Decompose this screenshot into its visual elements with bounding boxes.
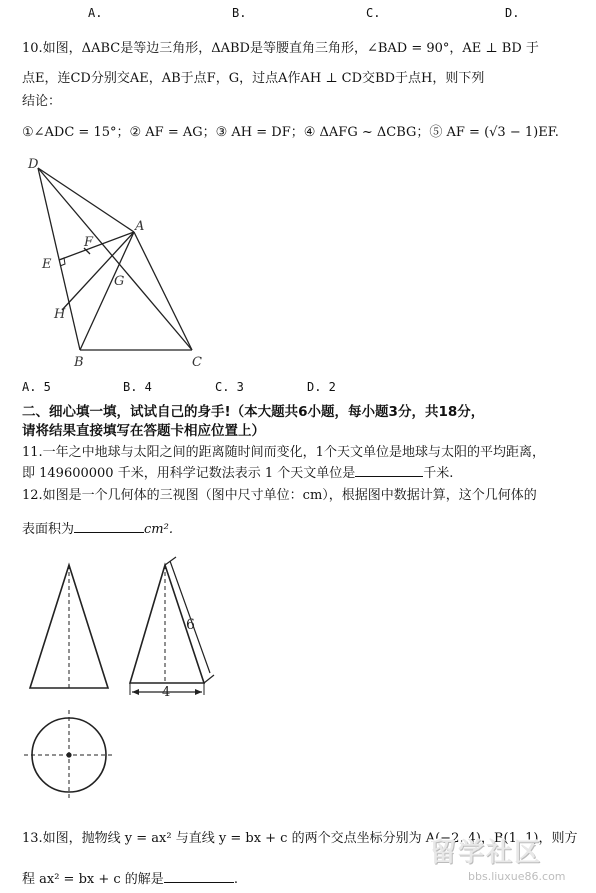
q12-line-2-prefix: 表面积为 bbox=[22, 522, 75, 537]
q12-line-2-suffix: cm². bbox=[144, 522, 173, 537]
q10-figure-lines bbox=[38, 168, 192, 350]
label-c: C bbox=[192, 355, 202, 370]
q11-line-2-prefix: 即 149600000 千米，用科学记数法表示 1 个天文单位是 bbox=[22, 466, 356, 481]
q10-option-c: C. 3 bbox=[215, 380, 244, 394]
q13-line-1: 13.如图，抛物线 y = ax² 与直线 y = bx + c 的两个交点坐标分别为 A(−2, 4)，B(1, 1)，则方 bbox=[22, 831, 578, 846]
q13-line-2-suffix: . bbox=[233, 872, 238, 887]
slant-height-label: 6 bbox=[186, 617, 195, 633]
watermark-url: bbs.liuxue86.com bbox=[468, 870, 566, 883]
top-option-a: A. bbox=[88, 6, 103, 20]
top-view-circle bbox=[24, 710, 114, 800]
q10-line-1: 10.如图，ΔABC是等边三角形，ΔABD是等腰直角三角形，∠BAD = 90°，AE ⊥ BD 于 bbox=[22, 41, 539, 56]
side-view-triangle bbox=[130, 557, 214, 695]
label-d: D bbox=[28, 157, 39, 172]
q10-line-4: ①∠ADC = 15°；② AF = AG；③ AH = DF；④ ΔAFG ~ ΔCBG；⑤ AF = (√3 − 1)EF. bbox=[22, 125, 559, 140]
q12-line-1: 12.如图是一个几何体的三视图（图中尺寸单位：cm），根据图中数据计算，这个几何体的 bbox=[22, 488, 537, 503]
q11-line-2-suffix: 千米. bbox=[423, 466, 454, 481]
q12-answer-blank bbox=[74, 520, 144, 533]
label-h: H bbox=[54, 307, 66, 322]
base-width-label: 4 bbox=[162, 685, 171, 700]
q12-three-views bbox=[22, 555, 232, 800]
q10-line-2: 点E，连CD分别交AE，AB于点F，G，过点A作AH ⊥ CD交BD于点H，则下列 bbox=[22, 71, 485, 86]
watermark-title: 留学社区 bbox=[430, 838, 543, 868]
q11-line-1: 11.一年之中地球与太阳之间的距离随时间而变化，1个天文单位是地球与太阳的平均距离， bbox=[22, 445, 545, 460]
label-e: E bbox=[42, 257, 52, 272]
label-b: B bbox=[74, 355, 84, 370]
q10-line-3: 结论： bbox=[22, 94, 62, 109]
label-a: A bbox=[135, 219, 145, 234]
top-option-b: B. bbox=[232, 6, 247, 20]
q13-answer-blank bbox=[164, 870, 234, 883]
top-option-c: C. bbox=[366, 6, 381, 20]
top-option-d: D. bbox=[505, 6, 520, 20]
q12-line-2 bbox=[22, 518, 173, 537]
q10-option-b: B. 4 bbox=[123, 380, 152, 394]
q13-line-2 bbox=[22, 868, 238, 887]
q11-answer-blank bbox=[355, 464, 423, 477]
q10-option-a: A. 5 bbox=[22, 380, 51, 394]
q10-figure bbox=[22, 152, 222, 377]
label-f: F bbox=[84, 235, 94, 250]
q13-line-2-prefix: 程 ax² = bx + c 的解是 bbox=[22, 872, 164, 887]
front-view-triangle bbox=[30, 565, 108, 688]
q10-option-d: D. 2 bbox=[307, 380, 336, 394]
label-g: G bbox=[114, 274, 125, 289]
q11-line-2 bbox=[22, 462, 453, 481]
section-2-heading-line-1: 二、细心填一填，试试自己的身手!（本大题共6小题，每小题3分，共18分， bbox=[22, 404, 485, 420]
section-2-heading-line-2: 请将结果直接填写在答题卡相应位置上） bbox=[22, 423, 265, 439]
